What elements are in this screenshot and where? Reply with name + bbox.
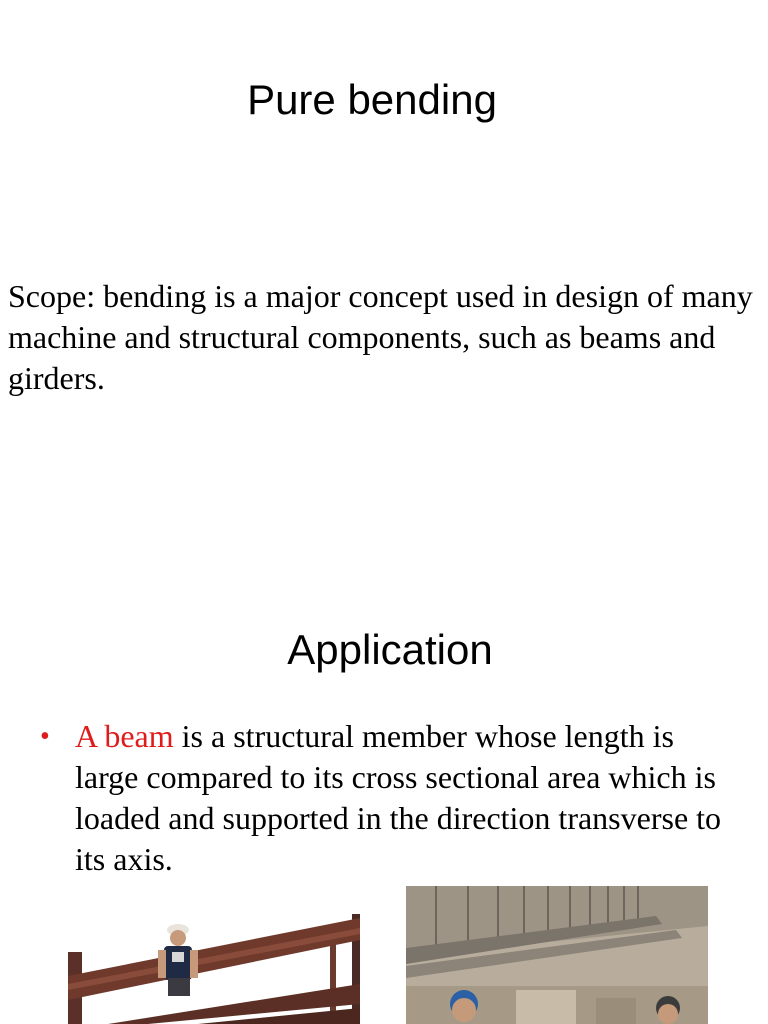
- ceiling-beams-photo: [406, 886, 708, 1024]
- ceiling-beams-illustration: [406, 886, 708, 1024]
- beam-worker-illustration: [68, 888, 360, 1024]
- slide-title-pure-bending: Pure bending: [247, 76, 497, 123]
- application-bullet-list: [40, 716, 740, 880]
- beam-definition-bullet: [40, 716, 740, 880]
- scope-paragraph: Scope: bending is a major concept used in design of many machine and structural components, such as beams and girders.: [8, 278, 753, 396]
- slide-title-application: Application: [287, 626, 493, 673]
- beam-definition-text: is a structural member whose length is large compared to its cross sectional area which is loaded and supported in the direction transverse to its axis.: [75, 718, 722, 877]
- bullet-marker: •: [40, 721, 50, 752]
- beam-term-highlight: A beam: [75, 718, 174, 754]
- beam-worker-photo: [68, 888, 360, 1024]
